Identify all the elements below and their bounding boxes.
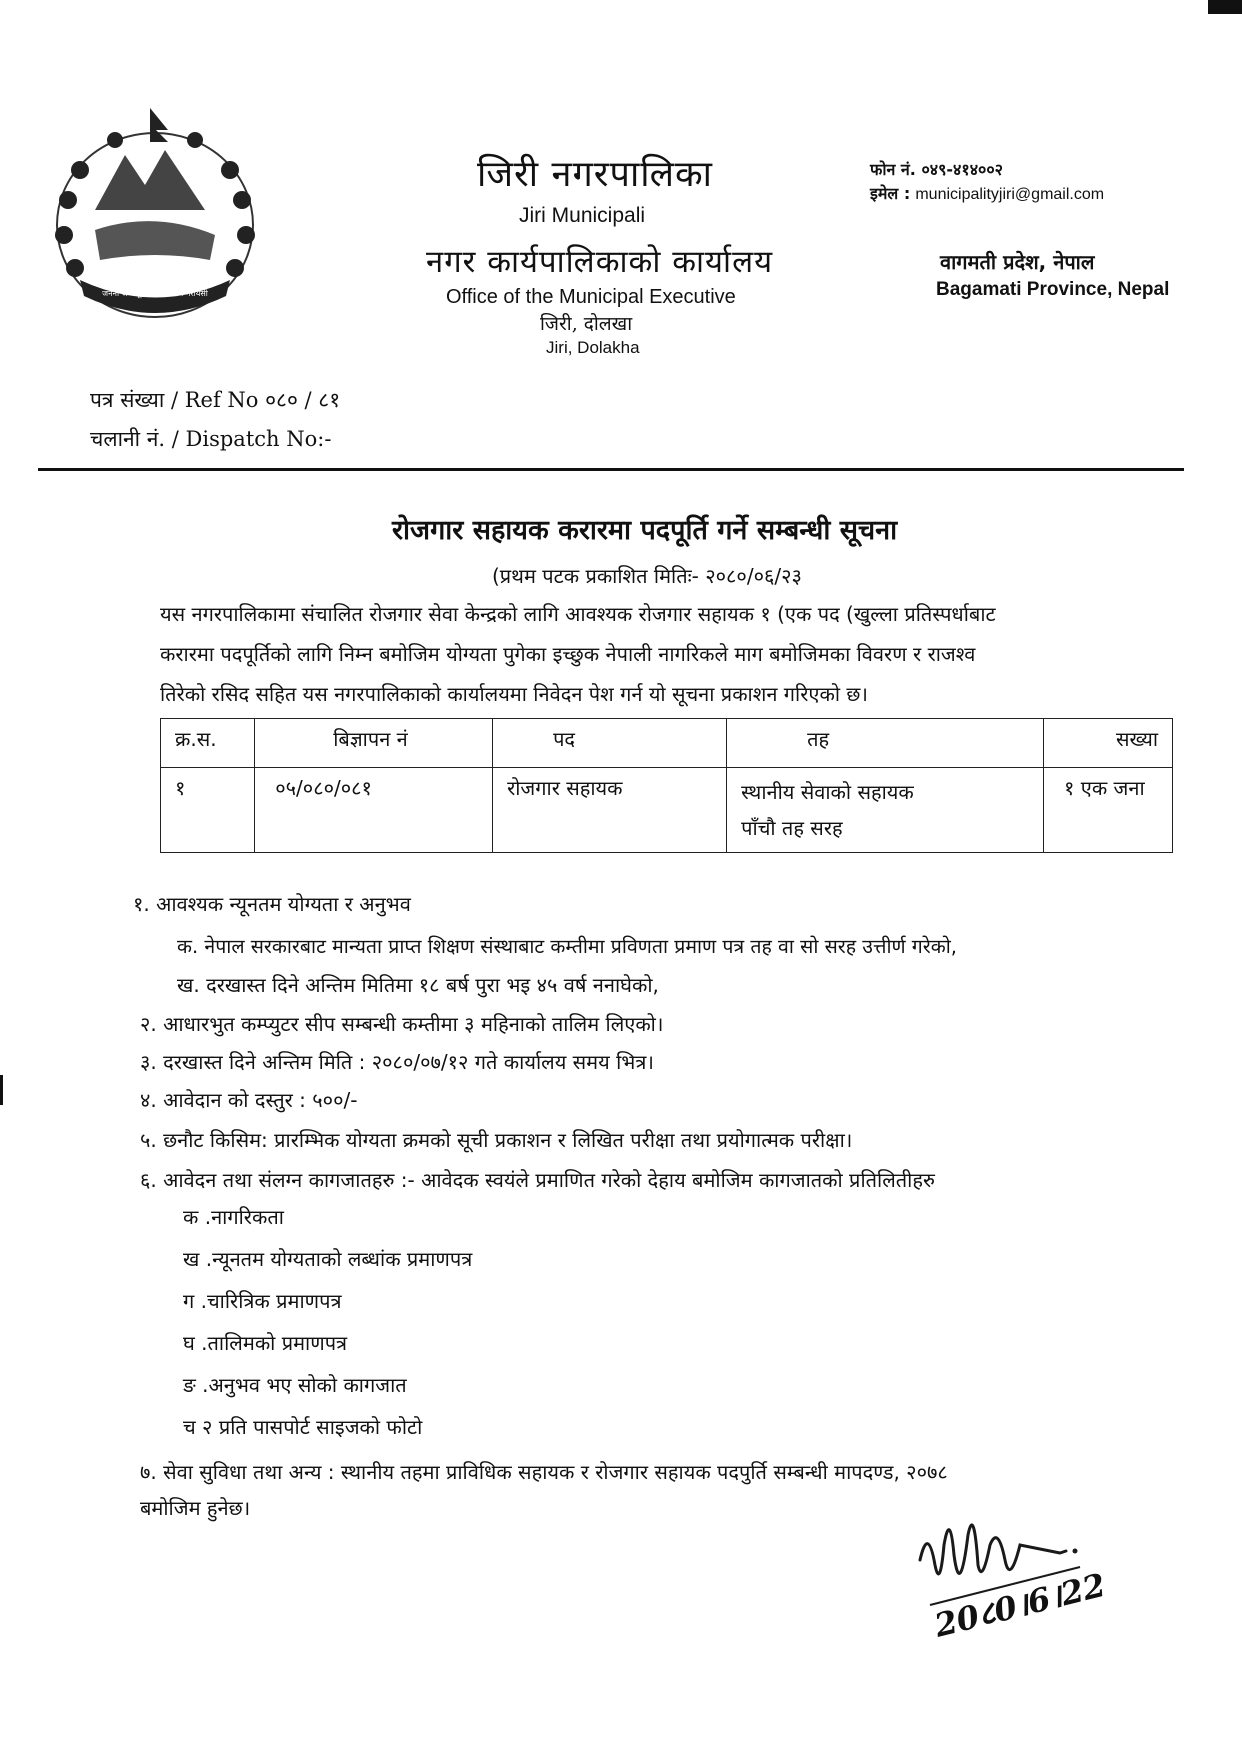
scan-edge-mark — [1208, 0, 1242, 14]
document-item: ग .चारित्रिक प्रमाणपत्र — [183, 1289, 342, 1313]
office-name-en: Office of the Municipal Executive — [446, 286, 736, 308]
table-header-row — [161, 719, 1173, 768]
document-item: ङ .अनुभव भए सोको कागजात — [183, 1373, 407, 1397]
item-4: ४. आवेदान को दस्तुर : ५००/- — [140, 1088, 358, 1112]
province-np: वागमती प्रदेश, नेपाल — [940, 250, 1095, 274]
place-np: जिरी, दोलखा — [540, 313, 633, 335]
scan-edge-line — [0, 1075, 3, 1105]
nepal-map — [95, 221, 215, 260]
item-1a: क. नेपाल सरकारबाट मान्यता प्राप्त शिक्षण संस्थाबाट कम्तीमा प्रविणता प्रमाण पत्र तह वा सो सरह उत्तीर्ण गरेको, — [177, 935, 957, 958]
notice-title: रोजगार सहायक करारमा पदपूर्ति गर्ने सम्बन्धी सूचना — [392, 515, 898, 546]
item-2: २. आधारभुत कम्प्युटर सीप सम्बन्धी कम्तीमा ३ महिनाको तालिम लिएको। — [140, 1012, 664, 1036]
notice-subtitle: (प्रथम पटक प्रकाशित मितिः- २०८०/०६/२३ — [492, 564, 802, 588]
cell-sn: १ — [161, 768, 255, 853]
cell-post: रोजगार सहायक — [493, 768, 727, 853]
header-cell: क्र.स. — [161, 719, 255, 768]
province-en: Bagamati Province, Nepal — [936, 279, 1170, 300]
ref-number: पत्र संख्या / Ref No ०८० / ८१ — [90, 388, 341, 412]
paragraph-line: तिरेको रसिद सहित यस नगरपालिकाको कार्यालयमा निवेदन पेश गर्न यो सूचना प्रकाशन गरिएको छ। — [160, 682, 868, 706]
cell-count: १ एक जना — [1044, 768, 1173, 853]
notice-paragraph — [160, 594, 1170, 714]
table-row — [161, 768, 1173, 853]
place-en: Jiri, Dolakha — [546, 338, 640, 357]
dispatch-number: चलानी नं. / Dispatch No:- — [90, 427, 332, 451]
email-line — [870, 182, 1104, 204]
item-3: ३. दरखास्त दिने अन्तिम मिति : २०८०/०७/१२ गते कार्यालय समय भित्र। — [140, 1050, 654, 1074]
mountains — [95, 150, 205, 210]
document-item: क .नागरिकता — [183, 1205, 284, 1229]
vacancy-table — [160, 718, 1173, 853]
flag — [150, 108, 168, 142]
header-divider — [38, 468, 1184, 471]
document-item: च २ प्रति पासपोर्ट साइजको फोटो — [183, 1415, 423, 1439]
item-1: १. आवश्यक न्यूनतम योग्यता र अनुभव — [133, 892, 411, 916]
phone-number: फोन नं. ०४९-४१४००२ — [870, 160, 1003, 179]
municipality-name-en: Jiri Municipali — [519, 204, 646, 227]
item-7-line2: बमोजिम हुनेछ। — [140, 1496, 251, 1520]
header-cell: बिज्ञापन नं — [255, 719, 493, 768]
item-1b: ख. दरखास्त दिने अन्तिम मितिमा १८ बर्ष पुरा भइ ४५ वर्ष ननाघेको, — [177, 973, 659, 997]
documents-list — [183, 1196, 472, 1448]
header-cell: सख्या — [1044, 719, 1173, 768]
office-name-np: नगर कार्यपालिकाको कार्यालय — [426, 244, 774, 280]
email-label: इमेल : — [870, 184, 911, 203]
email-address: municipalityjiri@gmail.com — [915, 186, 1105, 203]
level-line: स्थानीय सेवाको सहायक — [741, 780, 914, 804]
header-cell: पद — [493, 719, 727, 768]
paragraph-line: यस नगरपालिकामा संचालित रोजगार सेवा केन्द्रको लागि आवश्यक रोजगार सहायक १ (एक पद (खुल्ला प्रतिस्पर्धाबाट — [160, 602, 996, 626]
level-line: पाँचौ तह सरह — [741, 816, 843, 840]
emblem-motto: जननी जन्मभूमिश्च स्वर्गादपि गरीयसी — [102, 289, 208, 298]
nepal-emblem — [40, 100, 270, 330]
cell-adv-no: ०५/०८०/०८१ — [255, 768, 493, 853]
paragraph-line: करारमा पदपूर्तिको लागि निम्न बमोजिम योग्यता पुगेका इच्छुक नेपाली नागरिकले माग बमोजिमका विवरण र राजश्व — [160, 642, 976, 666]
item-6: ६. आवेदन तथा संलग्न कागजातहरु :- आवेदक स्वयंले प्रमाणित गरेको देहाय बमोजिम कागजातको प्रतिलितीहरु — [140, 1168, 935, 1192]
municipality-name-np: जिरी नगरपालिका — [477, 154, 713, 195]
document-item: ख .न्यूनतम योग्यताको लब्धांक प्रमाणपत्र — [183, 1247, 473, 1271]
item-7-line1: ७. सेवा सुविधा तथा अन्य : स्थानीय तहमा प्राविधिक सहायक र रोजगार सहायक पदपुर्ति सम्बन्धी मापदण्ड, २०७८ — [140, 1460, 948, 1484]
document-item: घ .तालिमको प्रमाणपत्र — [183, 1331, 348, 1355]
signature-date: 20८0।6।22 — [930, 1565, 1110, 1645]
header-cell: तह — [727, 719, 1044, 768]
item-5: ५. छनौट किसिम: प्रारम्भिक योग्यता क्रमको सूची प्रकाशन र लिखित परीक्षा तथा प्रयोगात्मक परीक्षा। — [140, 1128, 853, 1152]
cell-level — [727, 768, 1044, 853]
